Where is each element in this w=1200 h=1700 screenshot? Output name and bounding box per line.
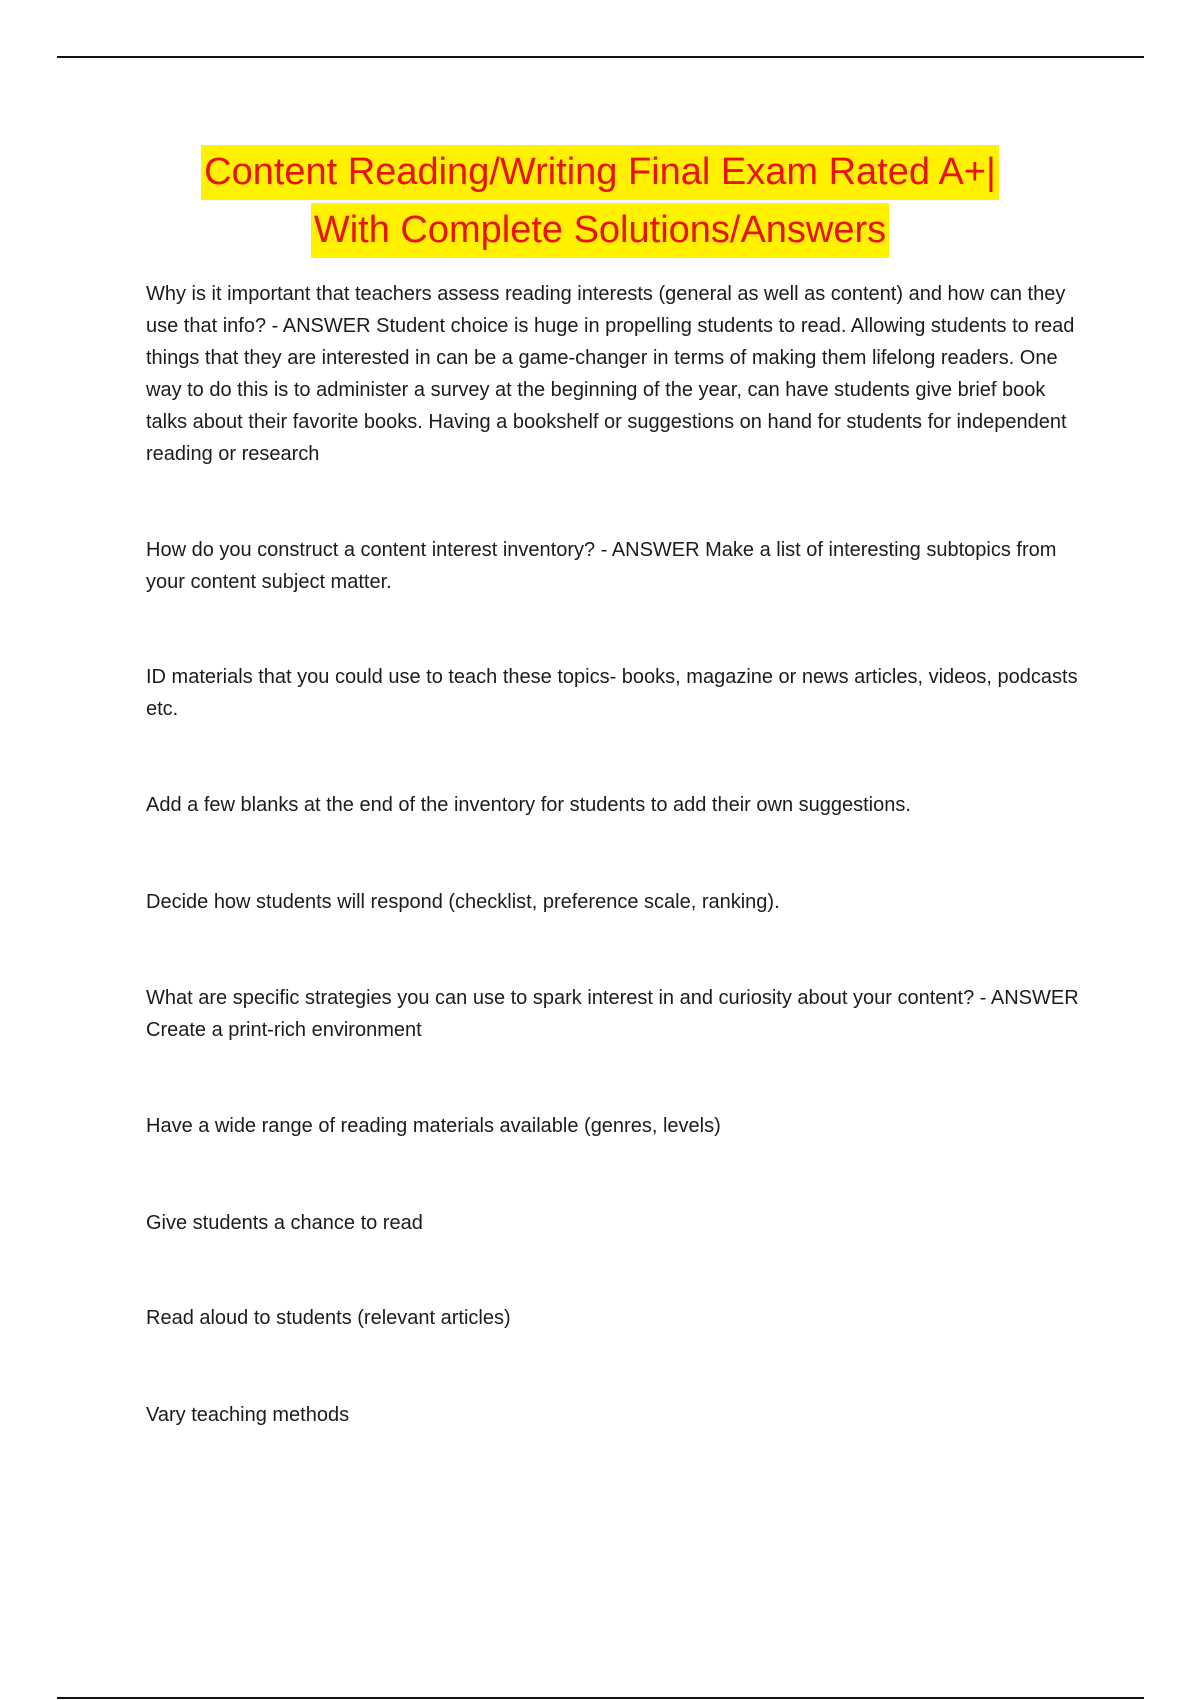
paragraph-spark-interest-qa: What are specific strategies you can use to spark interest in and curiosity about your content? - ANSWER Create a print-rich environment <box>146 987 1079 1041</box>
paragraph-reading-interests-qa: Why is it important that teachers assess reading interests (general as well as content) and how can they use that info? - ANSWER Student choice is huge in propelling students to read. Allowing students to read things that they are interested in can be a game-changer in terms of making them lifelong readers. One way to do this is to administer a survey at the beginning of the year, can have students give brief book talks about their favorite books. Having a bookshelf or suggestions on hand for students for independent reading or research <box>146 283 1075 465</box>
title-line-2: With Complete Solutions/Answers <box>311 203 889 258</box>
paragraph-vary-methods: Vary teaching methods <box>146 1404 350 1426</box>
paragraph-decide-response: Decide how students will respond (checklist, preference scale, ranking). <box>146 891 780 913</box>
paragraph-add-blanks: Add a few blanks at the end of the inventory for students to add their own suggestions. <box>146 794 911 816</box>
paragraph-interest-inventory-qa: How do you construct a content interest inventory? - ANSWER Make a list of interesting subtopics from your content subject matter. <box>146 539 1057 593</box>
paragraph-read-aloud: Read aloud to students (relevant articles) <box>146 1307 511 1329</box>
paragraph-reading-materials: Have a wide range of reading materials available (genres, levels) <box>146 1115 721 1137</box>
title-line-1: Content Reading/Writing Final Exam Rated A+| <box>201 145 999 200</box>
paragraph-id-materials: ID materials that you could use to teach these topics- books, magazine or news articles, videos, podcasts etc. <box>146 666 1078 720</box>
bottom-rule <box>57 1697 1144 1699</box>
top-rule <box>57 56 1144 58</box>
document-title <box>0 145 1200 261</box>
paragraph-chance-to-read: Give students a chance to read <box>146 1212 423 1234</box>
